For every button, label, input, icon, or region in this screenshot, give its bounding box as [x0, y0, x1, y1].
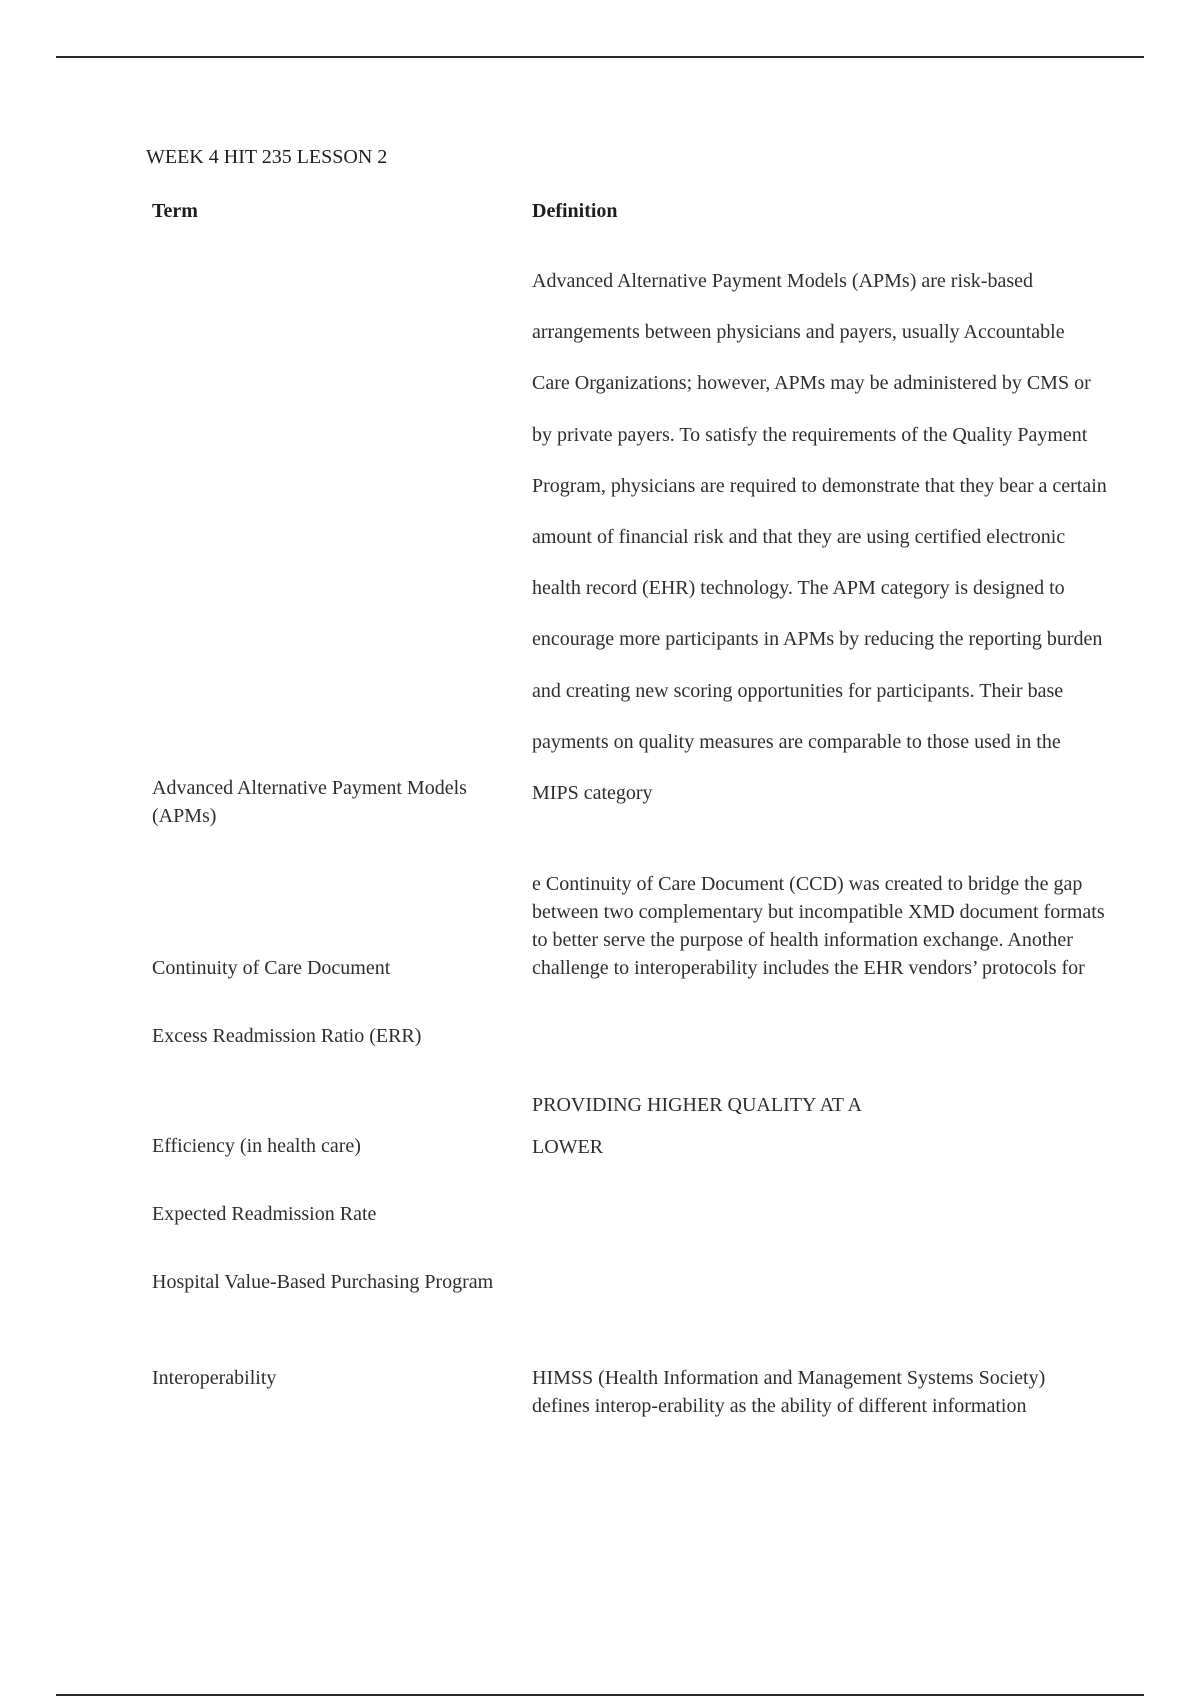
- definition-line: defines interop-erability as the ability of different information: [532, 1395, 1027, 1417]
- document-title: WEEK 4 HIT 235 LESSON 2: [146, 146, 388, 168]
- term-ccd: Continuity of Care Document: [152, 957, 391, 979]
- definition-apm: [532, 256, 1172, 819]
- definition-line: PROVIDING HIGHER QUALITY AT A: [532, 1094, 862, 1116]
- term-hvbp: Hospital Value-Based Purchasing Program: [152, 1271, 494, 1293]
- definition-line: health record (EHR) technology. The APM category is designed to: [532, 577, 1065, 600]
- term-interoperability: Interoperability: [152, 1367, 277, 1389]
- definition-line: and creating new scoring opportunities for participants. Their base: [532, 679, 1064, 702]
- header-rule: [56, 56, 1144, 58]
- definition-line: Program, physicians are required to demonstrate that they bear a certain: [532, 474, 1107, 497]
- term-column-header: Term: [152, 200, 198, 222]
- footer-rule: [56, 1694, 1144, 1696]
- definition-column-header: Definition: [532, 200, 618, 222]
- term-expected-readmission: Expected Readmission Rate: [152, 1203, 377, 1225]
- definition-ccd: [532, 870, 1172, 982]
- definition-line: by private payers. To satisfy the requirements of the Quality Payment: [532, 423, 1088, 446]
- definition-line: to better serve the purpose of health information exchange. Another: [532, 929, 1073, 951]
- definition-line: amount of financial risk and that they are using certified electronic: [532, 526, 1066, 549]
- definition-line: payments on quality measures are comparable to those used in the: [532, 730, 1061, 753]
- term-apm: Advanced Alternative Payment Models (APMs): [152, 777, 467, 827]
- term-err: Excess Readmission Ratio (ERR): [152, 1025, 422, 1047]
- definition-efficiency: [532, 1084, 1172, 1168]
- definition-line: encourage more participants in APMs by reducing the reporting burden: [532, 628, 1103, 651]
- definition-line: LOWER: [532, 1136, 604, 1158]
- definition-line: MIPS category: [532, 782, 653, 805]
- definition-line: Care Organizations; however, APMs may be administered by CMS or: [532, 372, 1091, 395]
- definition-line: between two complementary but incompatible XMD document formats: [532, 901, 1105, 923]
- definition-interoperability: [532, 1364, 1172, 1420]
- definition-line: HIMSS (Health Information and Management Systems Society): [532, 1367, 1046, 1389]
- definition-line: arrangements between physicians and payers, usually Accountable: [532, 321, 1065, 344]
- definition-line: challenge to interoperability includes the EHR vendors’ protocols for: [532, 957, 1085, 979]
- term-efficiency: Efficiency (in health care): [152, 1135, 361, 1157]
- definition-line: e Continuity of Care Document (CCD) was created to bridge the gap: [532, 873, 1083, 895]
- definition-line: Advanced Alternative Payment Models (APMs) are risk-based: [532, 270, 1033, 292]
